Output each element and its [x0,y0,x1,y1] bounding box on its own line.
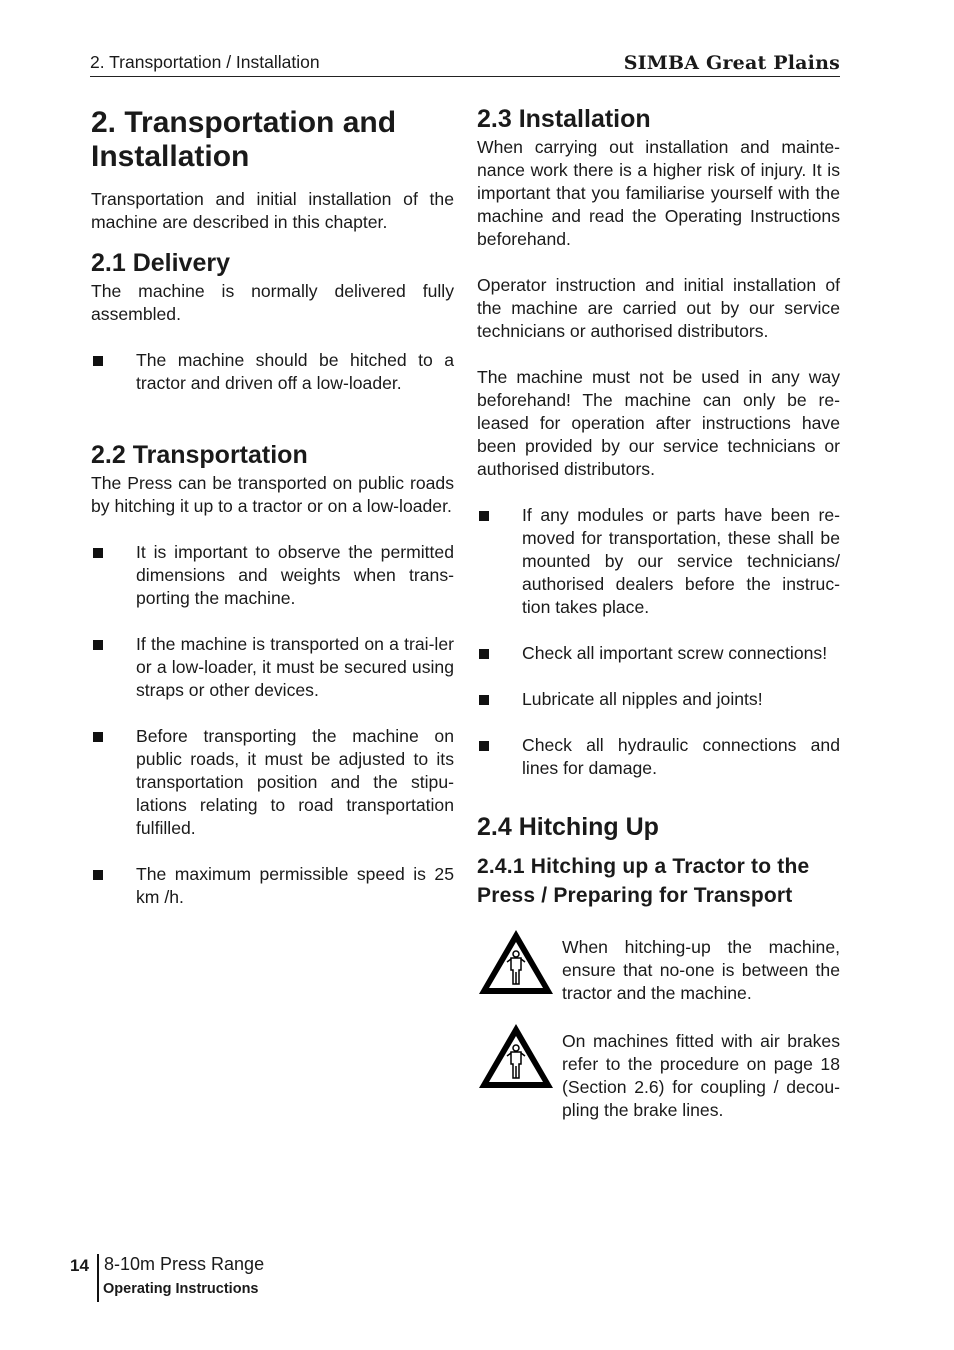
section-heading-transportation: 2.2 Transportation [91,441,308,469]
installation-paragraph: Operator instruction and initial installation of the machine are carried out by our service technicians or authorised distributors. [477,275,840,341]
list-item: Lubricate all nipples and joints! [477,688,840,711]
warning-text: When hitching-up the machine, ensure that no-one is between the tractor and the machine. [562,937,840,1003]
footer-divider [97,1254,99,1302]
bullet-square-icon [479,649,489,659]
delivery-text: The machine is normally delivered fully assembled. [91,281,454,324]
crush-hazard-warning-icon [477,928,555,996]
bullet-square-icon [479,695,489,705]
page-header [90,50,840,77]
warning-text: On machines fitted with air brakes refer to the procedure on page 18 (Section 2.6) for coupling / decou-pling the brake lines. [562,1031,840,1120]
list-item: The maximum permissible speed is 25 km /h. [91,863,454,909]
left-column [91,104,454,909]
warning-block [477,1030,840,1122]
page-number: 14 [70,1256,89,1275]
section-heading-hitching: 2.4 Hitching Up [477,813,659,841]
bullet-square-icon [93,548,103,558]
document-type: Operating Instructions [103,1281,259,1297]
brand-logo-text: SIMBA Great Plains [623,52,840,74]
bullet-square-icon [93,356,103,366]
right-column [477,104,840,1122]
list-item: Before transporting the machine on public roads, it must be adjusted to its transportation position and the stipu-lations relating to road transportation fulfilled. [91,725,454,840]
transportation-text: The Press can be transported on public roads by hitching it up to a tractor or on a low-loader. [91,473,454,516]
chapter-intro: Transportation and initial installation of the machine are described in this chapter. [91,189,454,232]
section-heading-delivery: 2.1 Delivery [91,249,230,277]
bullet-square-icon [479,511,489,521]
list-item: If any modules or parts have been re-moved for transportation, these shall be mounted by our service technicians/ authorised dealers before the instruc-tion takes place. [477,504,840,619]
bullet-square-icon [93,870,103,880]
bullet-square-icon [93,732,103,742]
product-range: 8-10m Press Range [104,1254,265,1274]
list-item: Check all hydraulic connections and lines for damage. [477,734,840,780]
list-item: The machine should be hitched to a tractor and driven off a low-loader. [91,349,454,395]
list-item: It is important to observe the permitted dimensions and weights when trans-porting the machine. [91,541,454,610]
warning-block [477,936,840,1006]
list-item: If the machine is transported on a trai-ler or a low-loader, it must be secured using straps or other devices. [91,633,454,702]
chapter-title: 2. Transportation and Installation [91,106,397,173]
bullet-square-icon [479,741,489,751]
installation-paragraph: The machine must not be used in any way beforehand! The machine can only be re-leased for operation after instructions have been provided by our service technicians or authorised distributors. [477,367,840,479]
bullet-square-icon [93,640,103,650]
crush-hazard-warning-icon [477,1022,555,1090]
subsection-heading-hitching-tractor: 2.4.1 Hitching up a Tractor to the Press / Preparing for Transport [477,855,810,907]
installation-paragraph: When carrying out installation and mainte-nance work there is a higher risk of injury. It is important that you familiarise yourself with the machine and read the Operating Instructions beforehand. [477,137,840,249]
list-item: Check all important screw connections! [477,642,840,665]
section-heading-installation: 2.3 Installation [477,105,651,133]
running-header-section: 2. Transportation / Installation [90,52,320,72]
